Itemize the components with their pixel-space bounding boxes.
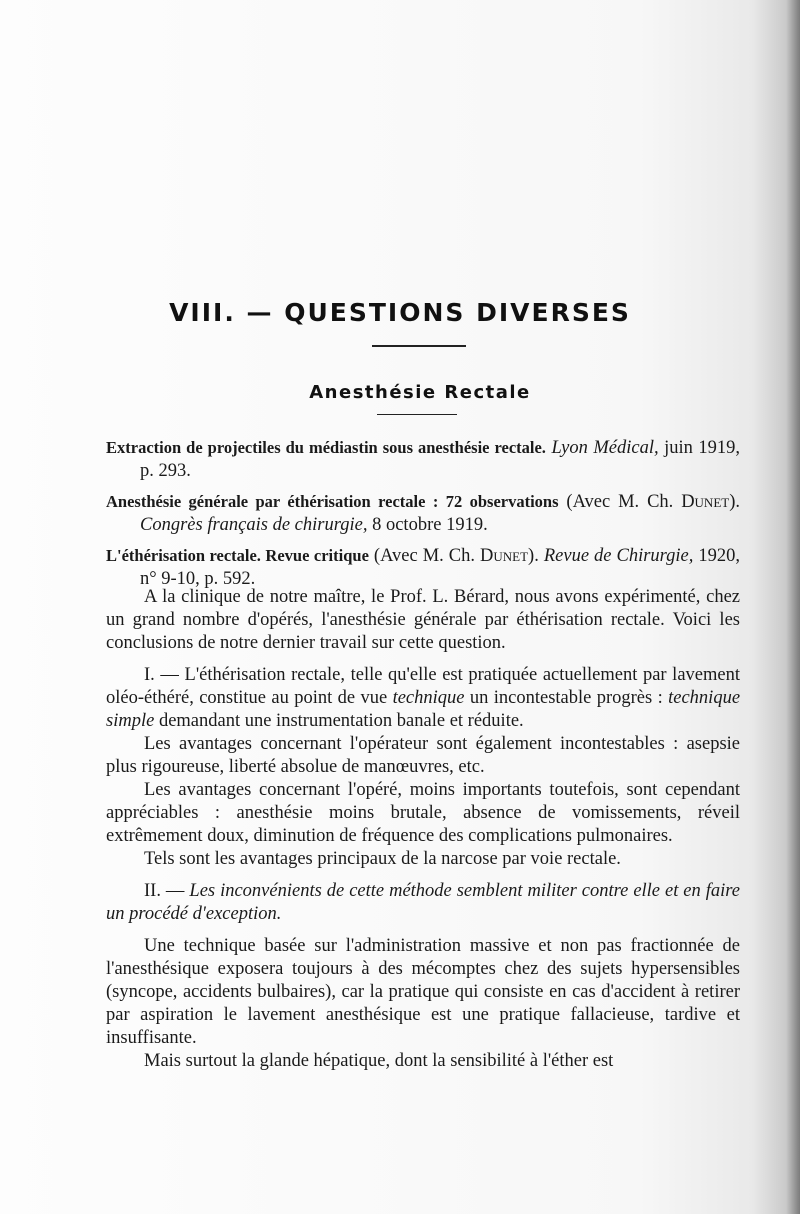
reference-title: L'éthérisation rectale. Revue critique bbox=[106, 546, 369, 565]
reference-coauthor-prefix: (Avec M. Ch. bbox=[373, 546, 476, 566]
paragraph-summary: Tels sont les avantages principaux de la narcose par voie rectale. bbox=[144, 849, 621, 869]
reference-title: Anesthésie générale par éthérisation rectale : 72 observations bbox=[106, 492, 559, 511]
reference-title: Extraction de projectiles du médiastin sous anesthésie rectale. bbox=[106, 438, 546, 457]
paragraph-text: un incontestable progrès : bbox=[469, 688, 663, 708]
reference-list bbox=[106, 436, 740, 598]
body-text bbox=[106, 586, 740, 1073]
reference-coauthor-suffix: ). bbox=[729, 492, 741, 512]
page-edge-shadow bbox=[786, 0, 800, 1214]
paragraph-liver: Mais surtout la glande hépatique, dont la sensibilité à l'éther est bbox=[144, 1051, 614, 1071]
reference-coauthor-name: Dunet bbox=[681, 492, 730, 512]
paragraph-technique: Une technique basée sur l'administration massive et non pas fractionnée de l'anesthésique exposera toujours à des mécomptes chez des sujets hypersensibles (syncope, accidents bulbaires), car la pratique qui consiste en cas d'accident à retirer par aspiration le lavement anesthésique est une pratique fallacieuse, tardive et insuffisante. bbox=[106, 936, 740, 1048]
paragraph-text: demandant une instrumentation banale et réduite. bbox=[158, 711, 524, 731]
reference-item bbox=[106, 490, 740, 537]
paragraph-advantages bbox=[106, 664, 740, 733]
chapter-title: VIII. — QUESTIONS DIVERSES bbox=[169, 298, 631, 327]
title-divider bbox=[372, 345, 466, 347]
reference-source: Lyon Médical, bbox=[551, 438, 659, 458]
emphasis-text: technique bbox=[392, 688, 465, 708]
paragraph-text: II. — bbox=[144, 881, 185, 901]
reference-details: juin 1919, p. 293. bbox=[140, 438, 741, 481]
emphasis-text: technique simple bbox=[106, 688, 741, 731]
reference-source: Congrès français de chirurgie, bbox=[140, 515, 368, 535]
reference-item bbox=[106, 436, 740, 483]
paragraph-drawbacks bbox=[106, 880, 740, 926]
reference-item bbox=[106, 544, 740, 591]
reference-details: 1920, n° 9-10, p. 592. bbox=[140, 546, 741, 589]
paragraph-operator-advantages: Les avantages concernant l'opérateur sont également incontestables : asepsie plus rigoureuse, liberté absolue de manœuvres, etc. bbox=[106, 734, 740, 777]
paragraph-text: I. — L'éthérisation rectale, telle qu'elle est pratiquée actuellement par lavement oléo-éthéré, constitue au point de vue bbox=[106, 665, 740, 708]
reference-coauthor-name: Dunet bbox=[480, 546, 529, 566]
paragraph-intro: A la clinique de notre maître, le Prof. L. Bérard, nous avons expérimenté, chez un grand nombre d'opérés, l'anesthésie générale par éthérisation rectale. Voici les conclusions de notre dernier travail sur cette question. bbox=[106, 587, 740, 653]
reference-coauthor-prefix: (Avec M. Ch. bbox=[566, 492, 674, 512]
reference-coauthor-suffix: ). bbox=[528, 546, 539, 566]
reference-source: Revue de Chirurgie, bbox=[543, 546, 694, 566]
paragraph-patient-advantages: Les avantages concernant l'opéré, moins importants toutefois, sont cependant appréciables : anesthésie moins brutale, absence de vomissements, réveil extrêmement doux, diminution de fréquence des complications pulmonaires. bbox=[106, 780, 740, 846]
section-divider bbox=[377, 414, 457, 415]
emphasis-text: Les inconvénients de cette méthode semblent militer contre elle et en faire un procédé d'exception. bbox=[106, 881, 740, 924]
reference-details: 8 octobre 1919. bbox=[372, 515, 488, 535]
section-title: Anesthésie Rectale bbox=[309, 382, 531, 403]
